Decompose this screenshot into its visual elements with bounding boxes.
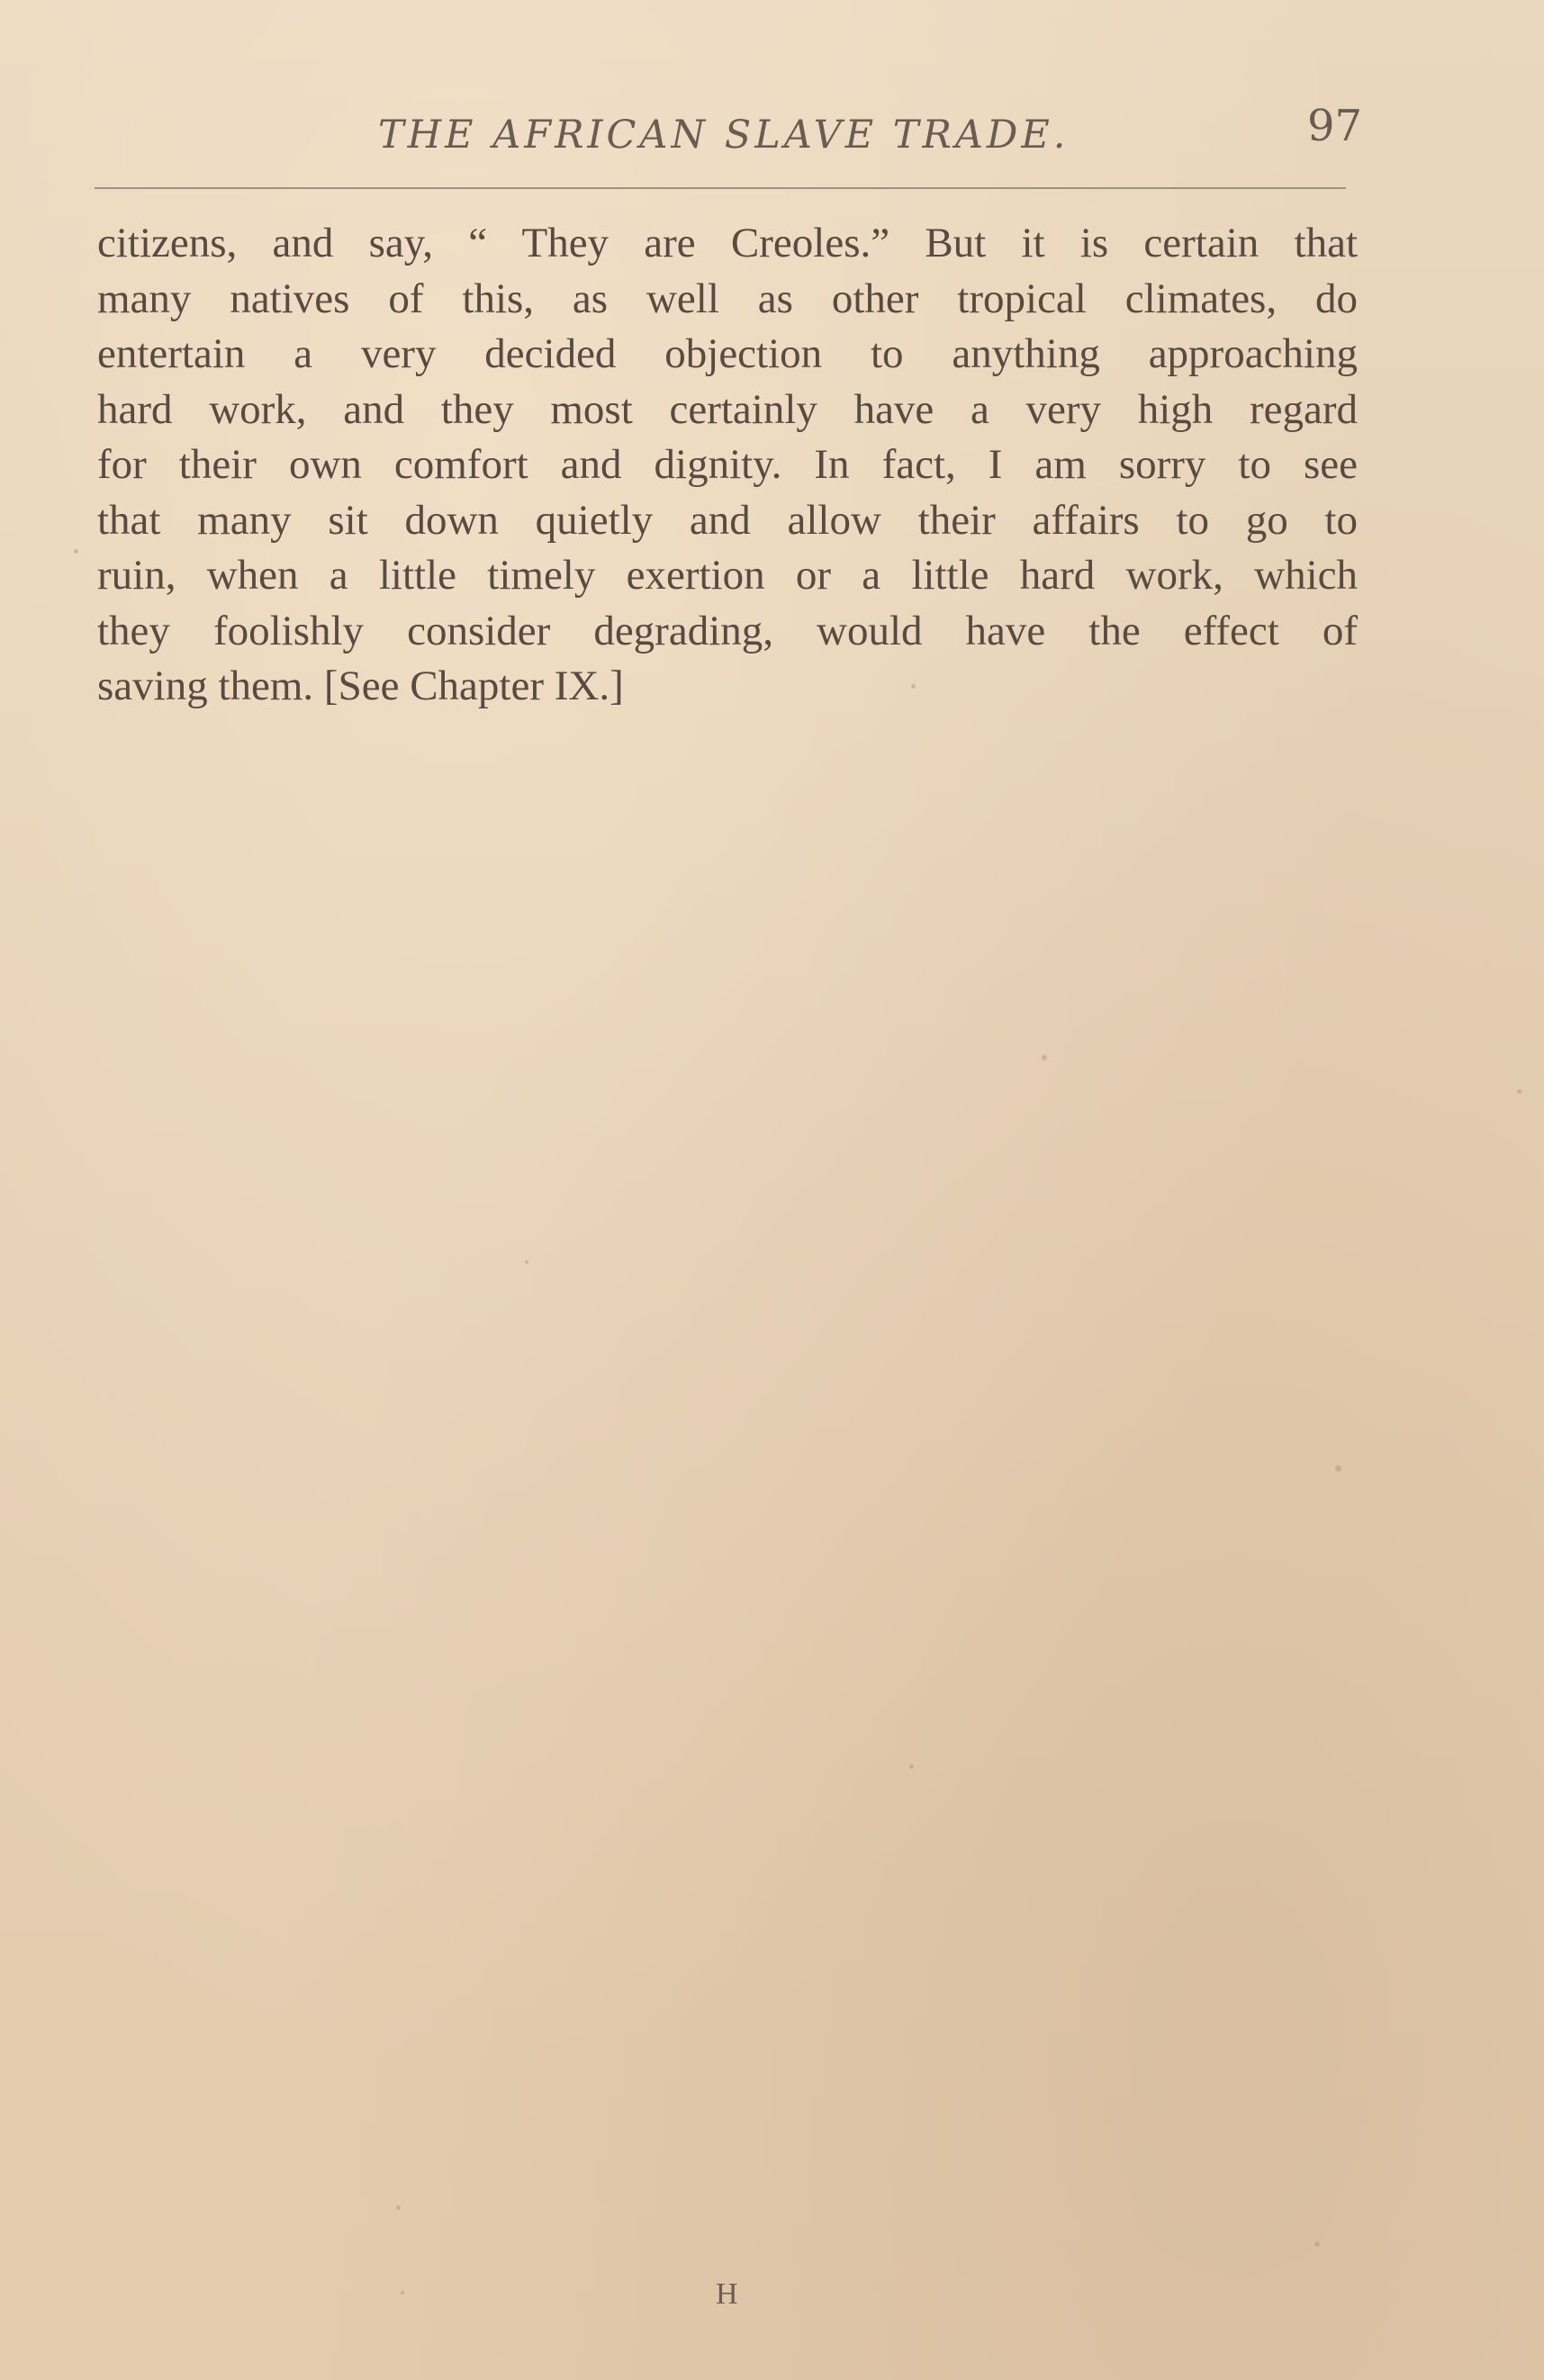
paper-speck	[396, 2205, 401, 2210]
paper-speck	[1042, 1055, 1047, 1060]
paper-speck	[909, 1764, 914, 1769]
signature-mark: H	[716, 2277, 738, 2311]
paper-speck	[401, 2291, 404, 2294]
header-rule	[95, 187, 1346, 189]
text-line: hard work, and they most certainly have a very high regard	[97, 385, 1358, 433]
text-line: that many sit down quietly and allow their affairs to go to	[97, 496, 1358, 544]
text-line: they foolishly consider degrading, would have the effect of	[97, 607, 1358, 654]
paper-speck	[74, 549, 78, 554]
page-number: 97	[1307, 101, 1363, 151]
paper-speck	[911, 684, 916, 689]
text-line: many natives of this, as well as other tropical climates, do	[97, 275, 1358, 322]
text-line: for their own comfort and dignity. In fact, I am sorry to see	[97, 441, 1358, 488]
paper-speck	[525, 1260, 528, 1264]
paper-speck	[1314, 2241, 1320, 2247]
text-line: entertain a very decided objection to anything approaching	[97, 330, 1358, 377]
text-line: saving them. [See Chapter IX.]	[97, 663, 624, 709]
text-line: ruin, when a little timely exertion or a little hard work, which	[97, 552, 1358, 599]
text-line: citizens, and say, “ They are Creoles.” But it is certain that	[97, 220, 1358, 266]
paper-speck	[1517, 1089, 1521, 1094]
body-paragraph	[97, 216, 1358, 715]
running-head: THE AFRICAN SLAVE TRADE.	[378, 113, 1070, 158]
paper-speck	[1335, 1465, 1341, 1472]
